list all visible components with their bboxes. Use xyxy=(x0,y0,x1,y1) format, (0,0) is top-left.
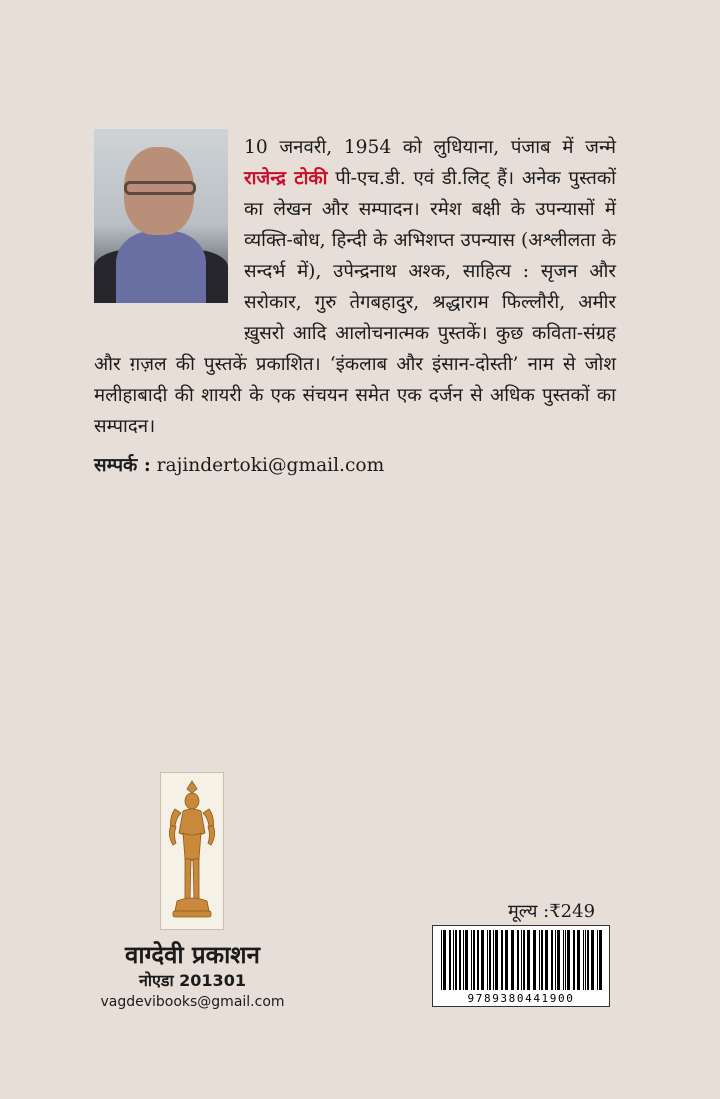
barcode-bar xyxy=(557,930,560,990)
contact-email: rajindertoki@gmail.com xyxy=(156,455,385,476)
barcode-bar xyxy=(487,930,488,990)
barcode-bar xyxy=(511,930,514,990)
barcode-bar xyxy=(583,930,584,990)
barcode-bar xyxy=(577,930,580,990)
barcode-bar xyxy=(523,930,525,990)
contact-label: सम्पर्क : xyxy=(94,455,151,476)
barcode-bar xyxy=(565,930,566,990)
barcode-bar xyxy=(573,930,575,990)
barcode-bar xyxy=(587,930,589,990)
barcode-bar xyxy=(585,930,586,990)
barcode-bar xyxy=(505,930,508,990)
barcode-bar xyxy=(501,930,503,990)
barcode-bar xyxy=(493,930,494,990)
isbn-barcode xyxy=(432,925,610,1007)
barcode-bar xyxy=(597,930,598,990)
barcode-bar xyxy=(521,930,522,990)
barcode-bar xyxy=(471,930,472,990)
barcode-digits: 9789380441900 xyxy=(467,992,575,1005)
barcode-bar xyxy=(555,930,556,990)
barcode-bar xyxy=(527,930,530,990)
barcode-bar xyxy=(517,930,519,990)
barcode-bar xyxy=(443,930,446,990)
barcode-bar xyxy=(567,930,570,990)
publisher-email: vagdevibooks@gmail.com xyxy=(100,994,285,1010)
barcode-bar xyxy=(541,930,543,990)
contact-line xyxy=(94,452,384,477)
barcode-bar xyxy=(463,930,464,990)
barcode-bar xyxy=(453,930,454,990)
barcode-bar xyxy=(551,930,553,990)
barcode-bar xyxy=(495,930,498,990)
barcode-bar xyxy=(455,930,457,990)
author-bio xyxy=(94,132,616,442)
bio-start: 10 जनवरी, 1954 को लुधियाना, पंजाब में जन्मे xyxy=(244,137,616,158)
barcode-bar xyxy=(539,930,540,990)
price-label: मूल्य :₹249 xyxy=(508,901,596,922)
barcode-bar xyxy=(459,930,461,990)
barcode-bar xyxy=(599,930,602,990)
barcode-bar xyxy=(591,930,594,990)
barcode-bar xyxy=(441,930,442,990)
publisher-name: वाग्देवी प्रकाशन xyxy=(125,941,260,969)
barcode-bar xyxy=(563,930,564,990)
barcode-bar xyxy=(533,930,536,990)
publisher-logo-icon xyxy=(161,773,223,929)
barcode-bar xyxy=(477,930,479,990)
barcode-bar xyxy=(545,930,548,990)
publisher-block xyxy=(60,940,325,1012)
publisher-city: नोएडा 201301 xyxy=(139,971,246,990)
barcode-bar xyxy=(481,930,484,990)
barcode-bar xyxy=(465,930,468,990)
barcode-bar xyxy=(489,930,491,990)
barcode-bar xyxy=(473,930,475,990)
bio-rest: पी-एच.डी. एवं डी.लिट् हैं। अनेक पुस्तकों का लेखन और सम्पादन। रमेश बक्षी के उपन्यासों में व्यक्ति-बोध, हिन्दी के अभिशप्त उपन्यास (अश्लीलता के सन्दर्भ में), उपेन्द्रनाथ अश्क, साहित्य : सृजन और सरोकार, गुरु तेगबहादुर, श्रद्धाराम फिल्लौरी, अमीर ख़ुसरो आदि आलोचनात्मक पुस्तकें। कुछ कविता-संग्रह और ग़ज़ल की पुस्तकें प्रकाशित। ‘इंकलाब और इंसान-दोस्ती’ नाम से जोश मलीहाबादी की शायरी के एक संचयन समेत एक दर्जन से अधिक पुस्तकों का सम्पादन। xyxy=(94,168,616,437)
barcode-bar xyxy=(449,930,451,990)
author-name: राजेन्द्र टोकी xyxy=(244,168,328,189)
barcode-icon xyxy=(433,926,609,1006)
